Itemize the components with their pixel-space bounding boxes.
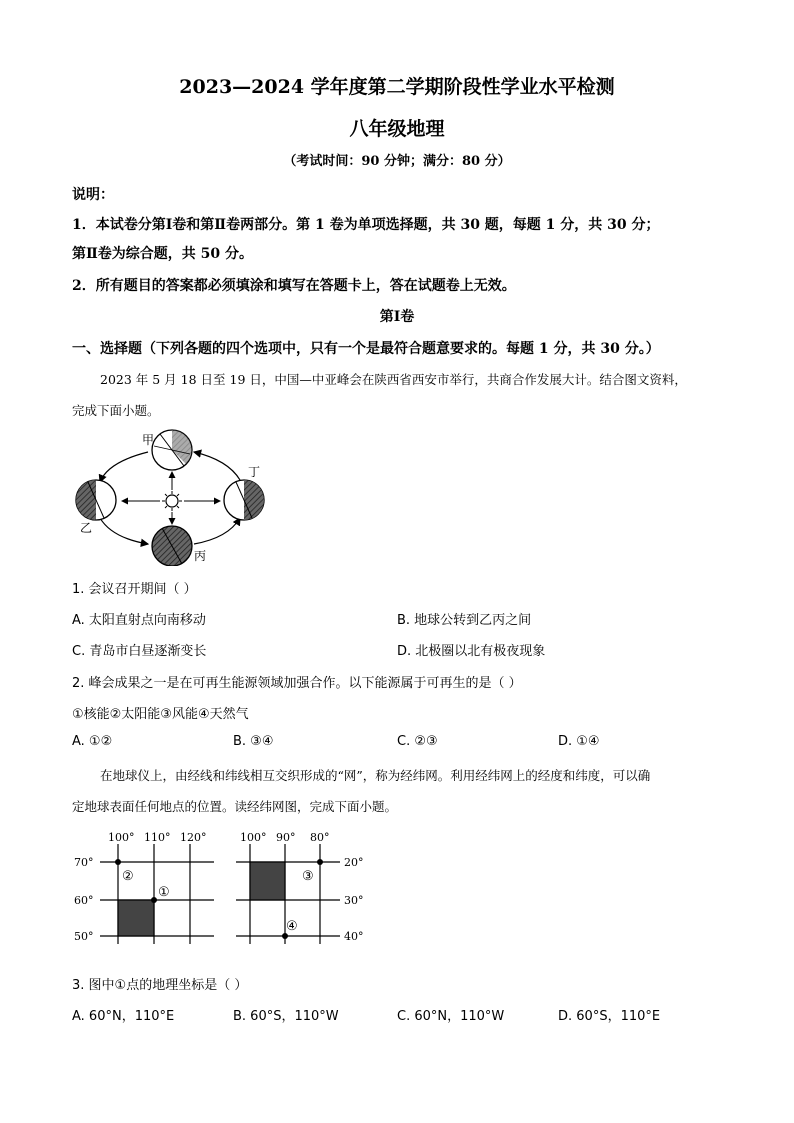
question-3-option-d[interactable]: D. 60°S，110°E (558, 1009, 661, 1024)
instruction-item-2: 2．所有题目的答案都必须填涂和填写在答题卡上，答在试题卷上无效。 (72, 278, 516, 294)
exam-info: （考试时间：90 分钟；满分：80 分） (283, 154, 511, 169)
question-1-option-b[interactable]: B. 地球公转到乙丙之间 (397, 613, 532, 628)
passage-2-line-2: 定地球表面任何地点的位置。读经纬网图，完成下面小题。 (72, 799, 398, 814)
earth-yi (76, 480, 116, 520)
point-label-4: ④ (286, 919, 298, 934)
shaded-cell-left (118, 900, 154, 936)
lon-label-left-2: 110° (144, 831, 171, 844)
point-label-3: ③ (302, 869, 314, 884)
question-2-option-a[interactable]: A. ①② (72, 734, 113, 749)
shaded-cell-right (250, 862, 285, 900)
point-3-marker (317, 859, 323, 865)
sun-icon (162, 491, 182, 511)
question-3-option-b[interactable]: B. 60°S，110°W (233, 1009, 339, 1024)
graticule-grid-left (72, 830, 222, 948)
lat-label-right-1: 20° (344, 856, 364, 869)
lat-label-right-3: 40° (344, 930, 364, 943)
question-1-option-c[interactable]: C. 青岛市白昼逐渐变长 (72, 644, 207, 659)
lat-label-right-2: 30° (344, 894, 364, 907)
exam-title: 2023—2024 学年度第二学期阶段性学业水平检测 (179, 76, 615, 98)
earth-ding (224, 480, 264, 520)
passage-1-line-2: 完成下面小题。 (72, 403, 160, 418)
question-2-option-d[interactable]: D. ①④ (558, 734, 600, 749)
label-ding: 丁 (248, 465, 261, 479)
question-3-stem: 3. 图中①点的地理坐标是（ ） (72, 978, 248, 993)
lon-label-right-2: 90° (276, 831, 296, 844)
question-3-option-a[interactable]: A. 60°N，110°E (72, 1009, 175, 1024)
exam-subtitle: 八年级地理 (349, 118, 445, 140)
lat-label-left-3: 50° (74, 930, 94, 943)
point-label-2: ② (122, 869, 134, 884)
earth-bing (152, 526, 192, 566)
section-1-title: 一、选择题（下列各题的四个选项中，只有一个是最符合题意要求的。每题 1 分，共 30 分。） (72, 341, 660, 357)
point-2-marker (115, 859, 121, 865)
question-1-option-d[interactable]: D. 北极圈以北有极夜现象 (397, 644, 546, 659)
lon-label-right-1: 100° (240, 831, 267, 844)
question-3-option-c[interactable]: C. 60°N，110°W (397, 1009, 505, 1024)
label-jia: 甲 (142, 433, 155, 447)
passage-2-line-1: 在地球仪上，由经线和纬线相互交织形成的“网”，称为经纬网。利用经纬网上的经度和纬度，可以确 (100, 768, 651, 783)
lon-label-left-1: 100° (108, 831, 135, 844)
question-2-option-c[interactable]: C. ②③ (397, 734, 438, 749)
instructions-heading: 说明： (72, 187, 114, 203)
instruction-item-1-line-1: 1．本试卷分第Ⅰ卷和第Ⅱ卷两部分。第 1 卷为单项选择题，共 30 题，每题 1 分，共 30 分； (72, 217, 660, 233)
label-bing: 丙 (194, 549, 207, 563)
part-1-label: 第Ⅰ卷 (379, 309, 415, 325)
lat-label-left-1: 70° (74, 856, 94, 869)
question-2-stem: 2. 峰会成果之一是在可再生能源领域加强合作。以下能源属于可再生的是（ ） (72, 676, 522, 691)
lat-label-left-2: 60° (74, 894, 94, 907)
point-1-marker (151, 897, 157, 903)
question-2-items: ①核能②太阳能③风能④天然气 (72, 707, 249, 722)
earth-orbit-diagram (68, 428, 278, 566)
passage-1-line-1: 2023 年 5 月 18 日至 19 日，中国—中亚峰会在陕西省西安市举行，共商合作发展大计。结合图文资料， (100, 372, 687, 387)
label-yi: 乙 (80, 521, 93, 535)
question-2-option-b[interactable]: B. ③④ (233, 734, 274, 749)
question-1-option-a[interactable]: A. 太阳直射点向南移动 (72, 613, 206, 628)
point-label-1: ① (158, 885, 170, 900)
earth-jia (152, 430, 192, 470)
instruction-item-1-line-2: 第Ⅱ卷为综合题，共 50 分。 (72, 246, 254, 262)
lon-label-right-3: 80° (310, 831, 330, 844)
question-1-stem: 1. 会议召开期间（ ） (72, 582, 197, 597)
lon-label-left-3: 120° (180, 831, 207, 844)
graticule-grid-right (230, 830, 380, 948)
